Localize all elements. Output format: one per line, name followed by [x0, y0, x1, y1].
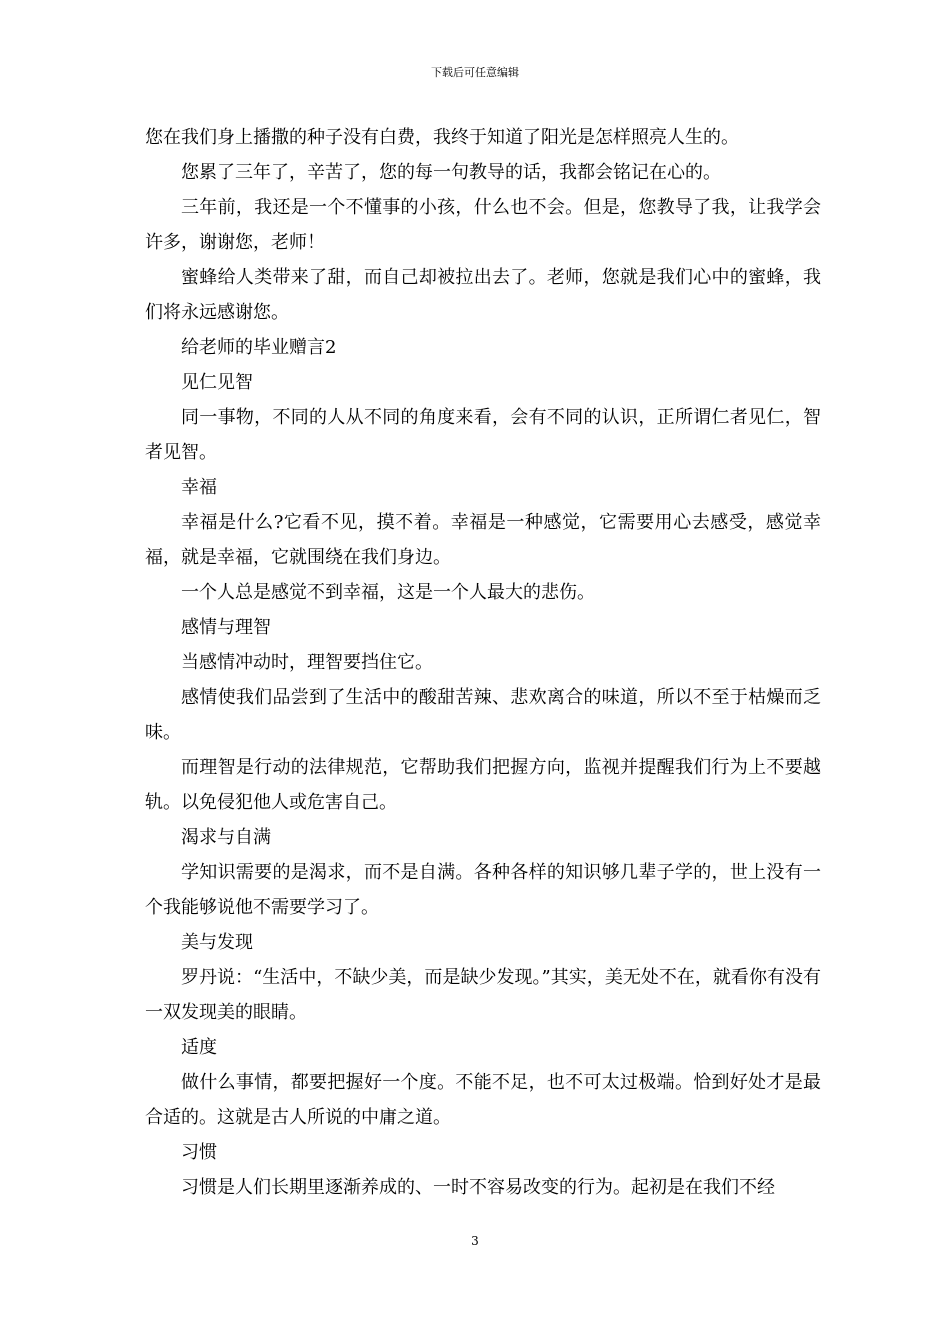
section-heading: 渴求与自满 — [181, 827, 271, 848]
paragraph: 您在我们身上播撒的种子没有白费，我终于知道了阳光是怎样照亮人生的。 — [145, 127, 739, 148]
page-header: 下载后可任意编辑 — [431, 66, 519, 79]
paragraph: 罗丹说：“生活中，不缺少美，而是缺少发现。”其实，美无处不在，就看你有没有一双发现美的眼睛。 — [145, 967, 821, 1023]
paragraph: 当感情冲动时，理智要挡住它。 — [181, 652, 433, 673]
paragraph: 您累了三年了，辛苦了，您的每一句教导的话，我都会铭记在心的。 — [181, 162, 721, 183]
paragraph: 感情使我们品尝到了生活中的酸甜苦辣、悲欢离合的味道，所以不至于枯燥而乏味。 — [145, 687, 821, 743]
section-heading: 感情与理智 — [181, 617, 271, 638]
paragraph: 三年前，我还是一个不懂事的小孩，什么也不会。但是，您教导了我，让我学会许多，谢谢您，老师！ — [145, 197, 821, 253]
paragraph: 习惯是人们长期里逐渐养成的、一时不容易改变的行为。起初是在我们不经 — [181, 1177, 775, 1198]
paragraph: 而理智是行动的法律规范，它帮助我们把握方向，监视并提醒我们行为上不要越轨。以免侵犯他人或危害自己。 — [145, 757, 821, 813]
paragraph: 做什么事情，都要把握好一个度。不能不足，也不可太过极端。恰到好处才是最合适的。这就是古人所说的中庸之道。 — [145, 1072, 821, 1128]
section-heading: 美与发现 — [181, 932, 253, 953]
paragraph: 同一事物，不同的人从不同的角度来看，会有不同的认识，正所谓仁者见仁，智者见智。 — [145, 407, 821, 463]
section-heading: 给老师的毕业赠言2 — [181, 337, 337, 358]
paragraph: 幸福是什么?它看不见，摸不着。幸福是一种感觉，它需要用心去感受，感觉幸福，就是幸福，它就围绕在我们身边。 — [145, 512, 821, 568]
section-heading: 习惯 — [181, 1142, 217, 1163]
section-heading: 见仁见智 — [181, 372, 253, 393]
paragraph: 一个人总是感觉不到幸福，这是一个人最大的悲伤。 — [181, 582, 595, 603]
section-heading: 适度 — [181, 1037, 217, 1058]
page-number: 3 — [471, 1234, 479, 1248]
paragraph: 蜜蜂给人类带来了甜，而自己却被拉出去了。老师，您就是我们心中的蜜蜂，我们将永远感谢您。 — [145, 267, 821, 323]
document-body — [145, 120, 821, 1205]
section-heading: 幸福 — [181, 477, 217, 498]
paragraph: 学知识需要的是渴求，而不是自满。各种各样的知识够几辈子学的，世上没有一个我能够说他不需要学习了。 — [145, 862, 821, 918]
